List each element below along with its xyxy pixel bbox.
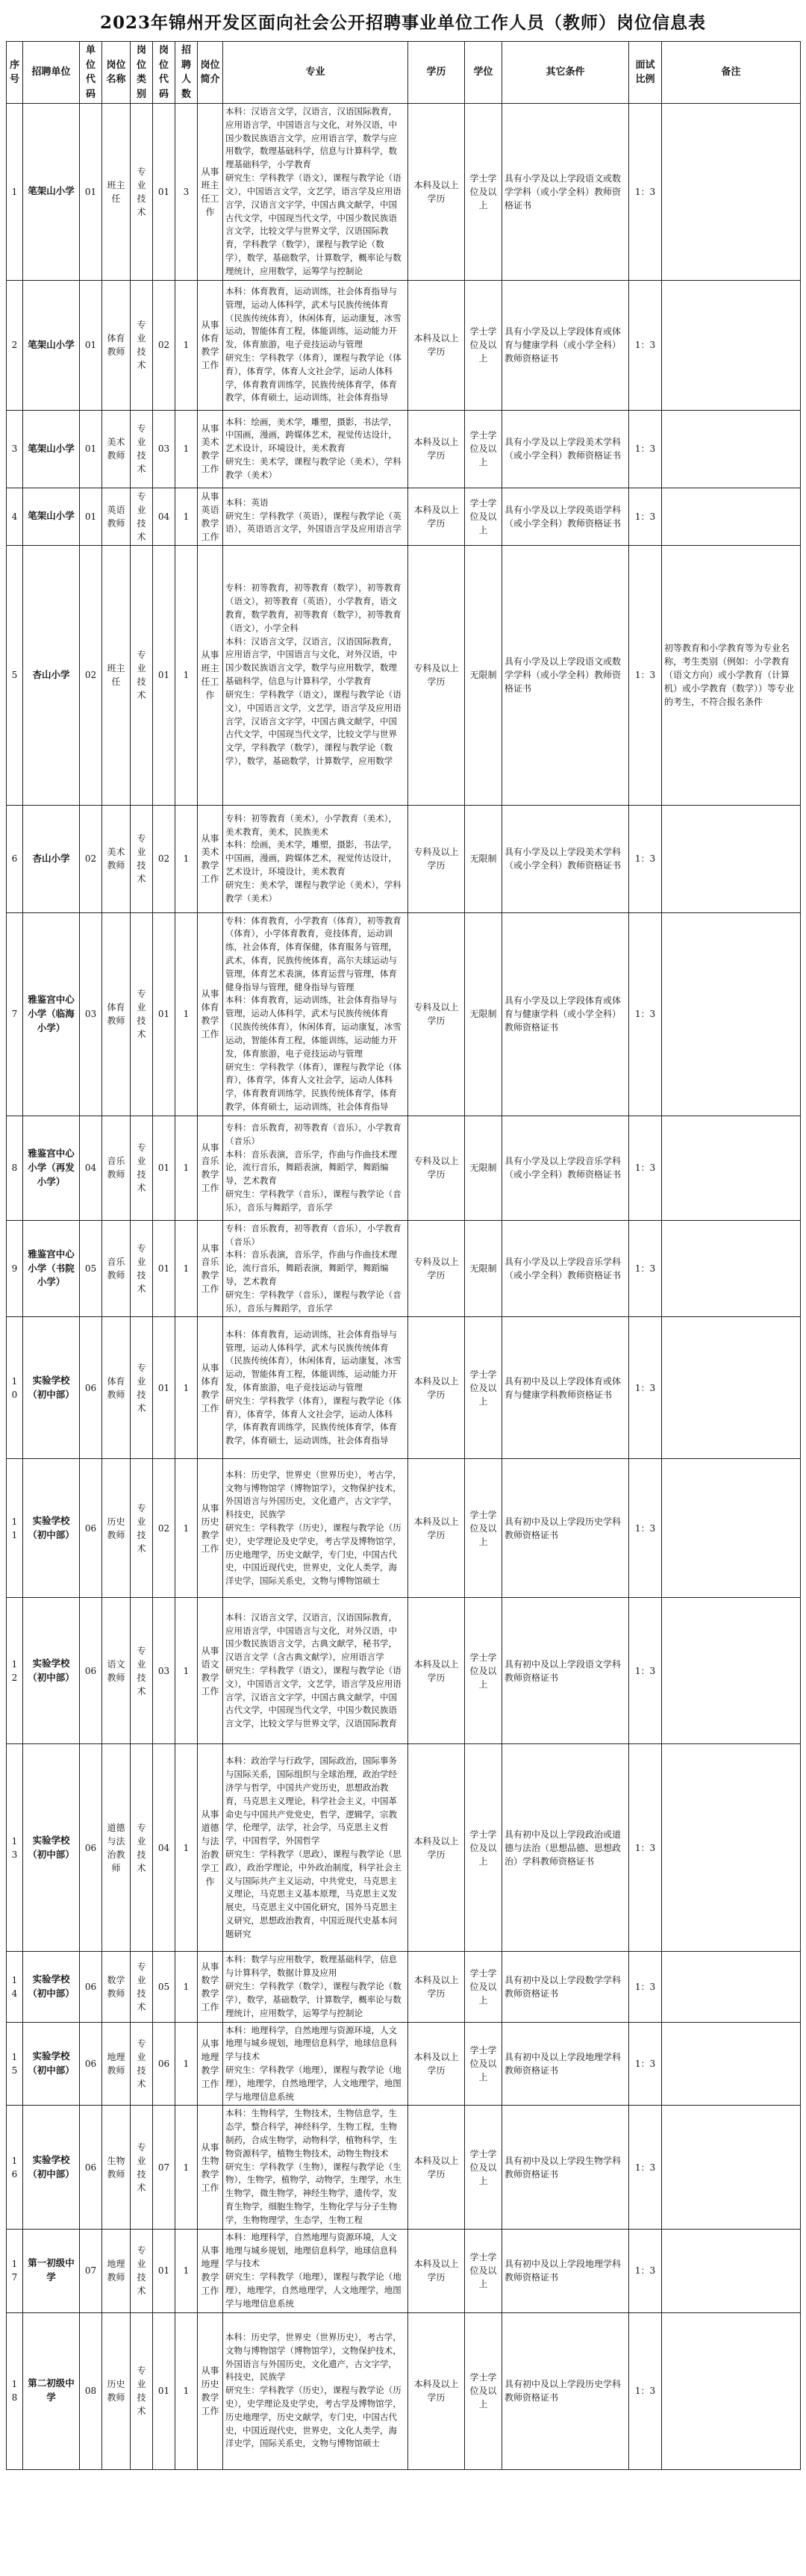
cell-major: 本科：政治学与行政学，国际政治，国际事务与国际关系，国际组织与全球治理，政治学经济学与哲学，中国共产党历史，思想政治教育，马克思主义理论，科学社会主义，中国革命史与中国共产党党史，哲学，逻辑学，宗教学，伦理学，法学，社会学，马克思主义哲学，中国哲学，外国哲学 研究生：学科教学（思政），课程与教学论（思政），政治学理论，中外政治制度，科学社会主义与国际共产主义运动，中共党史，马克思主义理论，马克思主义基本原理，马克思主义发展史，马克思主义中国化研究，国外马克思主义研究，思想政治教育，中国近现代史基本问题研究 [223, 1744, 408, 1952]
cell-unit-code: 03 [80, 912, 102, 1116]
cell-major: 专科：初等教育（美术），小学教育（美术），美术教育，美术，民族美术 本科：绘画，美术学，雕塑，摄影，书法学，中国画，漫画，跨媒体艺术，视觉传达设计，艺术设计，环境设计，美术教育 研究生：美术学，课程与教学论（美术），学科教学（美术） [223, 805, 408, 912]
cell-unit-code: 06 [80, 1744, 102, 1952]
cell-remarks [662, 1744, 801, 1952]
cell-interview-ratio: 1：3 [629, 545, 662, 805]
cell-conditions: 具有初中及以上学段语文学科教师资格证书 [502, 1598, 629, 1744]
cell-post-category: 专业技术 [131, 104, 153, 281]
cell-degree: 无限制 [465, 545, 502, 805]
cell-unit: 杏山小学 [23, 805, 80, 912]
cell-education: 本科及以上学历 [408, 104, 465, 281]
cell-major: 本科：地理科学，自然地理与资源环境，人文地理与城乡规划，地理信息科学，地球信息科学与技术 研究生：学科教学（地理），课程与教学论（地理），地理学，自然地理学，人文地理学，地图学与地理信息系统 [223, 2022, 408, 2106]
cell-conditions: 具有小学及以上学段美术学科（或小学全科）教师资格证书 [502, 805, 629, 912]
cell-interview-ratio: 1：3 [629, 280, 662, 410]
cell-conditions: 具有小学及以上学段音乐学科（或小学全科）教师资格证书 [502, 1116, 629, 1220]
cell-degree: 无限制 [465, 805, 502, 912]
cell-post-code: 03 [153, 410, 175, 488]
cell-degree: 学士学位及以上 [465, 1598, 502, 1744]
cell-post-category: 专业技术 [131, 2106, 153, 2229]
cell-unit-code: 01 [80, 104, 102, 281]
cell-remarks [662, 104, 801, 281]
cell-education: 本科及以上学历 [408, 1598, 465, 1744]
cell-major: 专科：音乐教育，初等教育（音乐），小学教育（音乐） 本科：音乐表演，音乐学，作曲与作曲技术理论，流行音乐，舞蹈表演，舞蹈学，舞蹈编导，艺术教育 研究生：学科教学（音乐），课程与教学论（音乐），音乐与舞蹈学，音乐学 [223, 1116, 408, 1220]
cell-post-code: 05 [153, 1952, 175, 2022]
cell-index: 12 [7, 1598, 23, 1744]
column-header: 序号 [7, 42, 23, 104]
cell-interview-ratio: 1：3 [629, 1952, 662, 2022]
table-row [7, 1116, 801, 1220]
cell-post-code: 03 [153, 1598, 175, 1744]
column-header: 面试比例 [629, 42, 662, 104]
cell-education: 专科及以上学历 [408, 545, 465, 805]
cell-unit: 杏山小学 [23, 545, 80, 805]
cell-post-name: 美术教师 [102, 805, 131, 912]
cell-education: 本科及以上学历 [408, 1952, 465, 2022]
cell-major: 本科：体育教育，运动训练，社会体育指导与管理，运动人体科学，武术与民族传统体育（民族传统体育），休闲体育，运动康复，冰雪运动，智能体育工程，体能训练，运动能力开发，体育旅游，电子竞技运动与管理 研究生：学科教学（体育），课程与教学论（体育），体育学，体育人文社会学，运动人体科学，体育教育训练学，民族传统体育学，体育教学，体育硕士，运动训练，社会体育指导 [223, 1317, 408, 1459]
cell-index: 1 [7, 104, 23, 281]
cell-post-name: 班主任 [102, 104, 131, 281]
cell-remarks [662, 805, 801, 912]
cell-major: 本科：历史学，世界史（世界历史），考古学，文物与博物馆学（博物馆学），文物保护技术，外国语言与外国历史，文化遗产，古文字学，科技史，民族学 研究生：学科教学（历史），课程与教学论（历史），史学理论及史学史，考古学及博物馆学，历史地理学，历史文献学，专门史，中国古代史，中国近现代史，世界史，文化人类学，海洋史学，国际关系史，文物与博物馆硕士 [223, 2312, 408, 2469]
cell-post-intro: 从事班主任工作 [198, 104, 223, 281]
cell-post-category: 专业技术 [131, 2022, 153, 2106]
column-header: 单位代码 [80, 42, 102, 104]
cell-post-category: 专业技术 [131, 805, 153, 912]
cell-major: 专科：音乐教育，初等教育（音乐），小学教育（音乐） 本科：音乐表演，音乐学，作曲与作曲技术理论，流行音乐，舞蹈表演，舞蹈学，舞蹈编导，艺术教育 研究生：学科教学（音乐），课程与教学论（音乐），音乐与舞蹈学，音乐学 [223, 1220, 408, 1317]
table-row [7, 2022, 801, 2106]
cell-major: 专科：初等教育，初等教育（数学），初等教育（语文），初等教育（英语），小学教育，语文教育，数学教育，初等教育（数学），初等教育（语文），小学全科 本科：汉语言文学，汉语言，汉语国际教育，应用语言学，中国语言与文化，对外汉语，中国少数民族语言文学，数学与应用数学，数理基础科学，信息与计算科学，小学教育 研究生：学科教学（语文），课程与教学论（语文），中国语言文学，文艺学，语言学及应用语言学，汉语言文字学，中国古典文献学，中国古代文学，中国现当代文学，比较文学与世界文学，学科教学（数学），课程与教学论（数学），数学，基础数学，计算数学，应用数学 [223, 545, 408, 805]
cell-conditions: 具有初中及以上学段地理学科教师资格证书 [502, 2022, 629, 2106]
cell-conditions: 具有小学及以上学段体育或体育与健康学科（或小学全科）教师资格证书 [502, 912, 629, 1116]
cell-remarks [662, 1598, 801, 1744]
cell-post-intro: 从事生物教学工作 [198, 2106, 223, 2229]
cell-conditions: 具有小学及以上学段语文或数学学科（或小学全科）教师资格证书 [502, 104, 629, 281]
cell-post-category: 专业技术 [131, 280, 153, 410]
cell-post-code: 01 [153, 2312, 175, 2469]
cell-headcount: 1 [175, 1598, 198, 1744]
cell-index: 6 [7, 805, 23, 912]
cell-post-code: 04 [153, 488, 175, 545]
cell-degree: 无限制 [465, 1220, 502, 1317]
cell-post-intro: 从事体育教学工作 [198, 912, 223, 1116]
cell-degree: 学士学位及以上 [465, 1744, 502, 1952]
cell-education: 本科及以上学历 [408, 1317, 465, 1459]
cell-major: 本科：汉语言文学，汉语言，汉语国际教育，应用语言学，中国语言与文化，对外汉语，中国少数民族语言文学，应用语言学，数学与应用数学，数理基础科学，信息与计算科学，数理基础科学，小学教育 研究生：学科教学（语文），课程与教学论（语文），中国语言文学，文艺学，语言学及应用语言学，汉语言文字学，中国古典文献学，中国古代文学，中国现当代文学，中国少数民族语言文学，比较文学与世界文学，汉语国际教育，学科教学（数学），课程与教学论（数学），数学，基础数学，计算数学，概率论与数理统计，应用数学，运筹学与控制论 [223, 104, 408, 281]
cell-conditions: 具有小学及以上学段语文或数学学科（或小学全科）教师资格证书 [502, 545, 629, 805]
cell-headcount: 1 [175, 2312, 198, 2469]
cell-unit: 雅鉴宫中心小学（书院小学） [23, 1220, 80, 1317]
cell-conditions: 具有初中及以上学段地理学科教师资格证书 [502, 2229, 629, 2312]
cell-post-name: 英语教师 [102, 488, 131, 545]
cell-unit: 实验学校（初中部） [23, 1744, 80, 1952]
cell-unit-code: 07 [80, 2229, 102, 2312]
table-body [7, 104, 801, 2470]
cell-headcount: 1 [175, 912, 198, 1116]
cell-post-intro: 从事地理教学工作 [198, 2022, 223, 2106]
cell-headcount: 1 [175, 280, 198, 410]
cell-headcount: 1 [175, 1952, 198, 2022]
cell-headcount: 1 [175, 545, 198, 805]
cell-major: 本科：绘画，美术学，雕塑，摄影，书法学，中国画，漫画，跨媒体艺术，视觉传达设计，艺术设计，环境设计，美术教育 研究生：美术学，课程与教学论（美术），学科教学（美术） [223, 410, 408, 488]
table-row [7, 1598, 801, 1744]
cell-post-code: 01 [153, 1116, 175, 1220]
cell-headcount: 1 [175, 1116, 198, 1220]
cell-interview-ratio: 1：3 [629, 2022, 662, 2106]
column-header: 学位 [465, 42, 502, 104]
cell-major: 本科：数学与应用数学，数理基础科学，信息与计算科学，数据计算及应用 研究生：学科教学（数学），课程与教学论（数学），数学，基础数学，计算数学，概率论与数理统计，应用数学，运筹学与控制论 [223, 1952, 408, 2022]
table-row [7, 1744, 801, 1952]
cell-post-code: 01 [153, 104, 175, 281]
cell-post-category: 专业技术 [131, 1116, 153, 1220]
cell-post-code: 01 [153, 1317, 175, 1459]
cell-remarks [662, 1952, 801, 2022]
cell-major: 本科：英语 研究生：学科教学（英语），课程与教学论（英语），英语语言文学，外国语言学及应用语言学 [223, 488, 408, 545]
cell-post-intro: 从事音乐教学工作 [198, 1116, 223, 1220]
cell-conditions: 具有初中及以上学段政治或道德与法治（思想品德、思想政治）学科教师资格证书 [502, 1744, 629, 1952]
cell-conditions: 具有初中及以上学段生物学科教师资格证书 [502, 2106, 629, 2229]
cell-index: 9 [7, 1220, 23, 1317]
cell-interview-ratio: 1：3 [629, 410, 662, 488]
cell-headcount: 1 [175, 2022, 198, 2106]
cell-index: 4 [7, 488, 23, 545]
recruitment-table [6, 41, 801, 2470]
cell-remarks [662, 2106, 801, 2229]
cell-interview-ratio: 1：3 [629, 1459, 662, 1598]
cell-post-intro: 从事体育教学工作 [198, 280, 223, 410]
cell-post-category: 专业技术 [131, 2229, 153, 2312]
column-header: 岗位简介 [198, 42, 223, 104]
cell-unit: 第一初级中学 [23, 2229, 80, 2312]
cell-unit: 笔架山小学 [23, 410, 80, 488]
cell-post-name: 地理教师 [102, 2022, 131, 2106]
cell-post-intro: 从事地理教学工作 [198, 2229, 223, 2312]
column-header: 其它条件 [502, 42, 629, 104]
cell-education: 专科及以上学历 [408, 805, 465, 912]
table-row [7, 1459, 801, 1598]
cell-conditions: 具有初中及以上学段历史学科教师资格证书 [502, 2312, 629, 2469]
table-row [7, 912, 801, 1116]
column-header: 学历 [408, 42, 465, 104]
table-row [7, 545, 801, 805]
cell-interview-ratio: 1：3 [629, 1317, 662, 1459]
table-row [7, 1220, 801, 1317]
table-header-row [7, 42, 801, 104]
cell-education: 专科及以上学历 [408, 912, 465, 1116]
cell-unit: 实验学校（初中部） [23, 1952, 80, 2022]
cell-interview-ratio: 1：3 [629, 1220, 662, 1317]
cell-post-code: 04 [153, 1744, 175, 1952]
cell-remarks [662, 1317, 801, 1459]
cell-unit-code: 04 [80, 1116, 102, 1220]
cell-interview-ratio: 1：3 [629, 2229, 662, 2312]
cell-post-code: 06 [153, 2022, 175, 2106]
cell-conditions: 具有初中及以上学段数学学科教师资格证书 [502, 1952, 629, 2022]
cell-education: 本科及以上学历 [408, 2106, 465, 2229]
cell-headcount: 1 [175, 410, 198, 488]
cell-remarks [662, 2022, 801, 2106]
column-header: 专业 [223, 42, 408, 104]
cell-unit: 实验学校（初中部） [23, 2106, 80, 2229]
cell-index: 3 [7, 410, 23, 488]
cell-post-category: 专业技术 [131, 1220, 153, 1317]
cell-index: 5 [7, 545, 23, 805]
cell-education: 本科及以上学历 [408, 410, 465, 488]
table-row [7, 1952, 801, 2022]
cell-post-intro: 从事语文教学工作 [198, 1598, 223, 1744]
cell-degree: 学士学位及以上 [465, 2229, 502, 2312]
cell-unit: 笔架山小学 [23, 104, 80, 281]
cell-unit: 实验学校（初中部） [23, 2022, 80, 2106]
table-row [7, 280, 801, 410]
cell-post-category: 专业技术 [131, 410, 153, 488]
cell-education: 本科及以上学历 [408, 2229, 465, 2312]
cell-post-intro: 从事道德与法治教学工作 [198, 1744, 223, 1952]
cell-index: 11 [7, 1459, 23, 1598]
table-row [7, 805, 801, 912]
cell-post-name: 历史教师 [102, 1459, 131, 1598]
cell-remarks: 初等教育和小学教育等为专业名称，考生类别（例如：小学教育（语文方向）或小学教育（计算机）或小学教育（数学））等专业的考生，不符合报名条件 [662, 545, 801, 805]
cell-post-intro: 从事班主任工作 [198, 545, 223, 805]
cell-post-name: 音乐教师 [102, 1220, 131, 1317]
cell-unit-code: 01 [80, 410, 102, 488]
cell-major: 专科：体育教育，小学教育（体育），初等教育（体育），小学体育教育，竞技体育，运动训练，社会体育，体育保健，体育服务与管理，武术，体育，民族传统体育，高尔夫球运动与管理，体育艺术表演，体育运营与管理，体育健身指导与管理，健身指导与管理 本科：体育教育，运动训练，社会体育指导与管理，运动人体科学，武术与民族传统体育（民族传统体育），休闲体育，运动康复，冰雪运动，智能体育工程，体能训练，运动能力开发，体育旅游，电子竞技运动与管理 研究生：学科教学（体育），课程与教学论（体育），体育学，体育人文社会学，运动人体科学，体育教育训练学，民族传统体育学，体育教学，体育硕士，运动训练，社会体育指导 [223, 912, 408, 1116]
cell-unit-code: 06 [80, 1952, 102, 2022]
cell-headcount: 3 [175, 104, 198, 281]
cell-index: 13 [7, 1744, 23, 1952]
cell-remarks [662, 410, 801, 488]
cell-education: 专科及以上学历 [408, 1116, 465, 1220]
cell-degree: 无限制 [465, 912, 502, 1116]
cell-post-intro: 从事美术教学工作 [198, 410, 223, 488]
cell-post-category: 专业技术 [131, 2312, 153, 2469]
table-row [7, 410, 801, 488]
cell-post-name: 美术教师 [102, 410, 131, 488]
cell-interview-ratio: 1：3 [629, 104, 662, 281]
cell-interview-ratio: 1：3 [629, 805, 662, 912]
cell-headcount: 1 [175, 488, 198, 545]
cell-remarks [662, 2312, 801, 2469]
cell-major: 本科：体育教育，运动训练，社会体育指导与管理，运动人体科学，武术与民族传统体育（民族传统体育），休闲体育，运动康复，冰雪运动，智能体育工程，体能训练，运动能力开发，体育旅游，电子竞技运动与管理 研究生：学科教学（体育），课程与教学论（体育），体育学，体育人文社会学，运动人体科学，体育教育训练学，民族传统体育学，体育教学，体育硕士，运动训练，社会体育指导 [223, 280, 408, 410]
cell-post-code: 07 [153, 2106, 175, 2229]
cell-remarks [662, 280, 801, 410]
column-header: 招聘人数 [175, 42, 198, 104]
cell-unit: 实验学校（初中部） [23, 1459, 80, 1598]
cell-conditions: 具有小学及以上学段音乐学科（或小学全科）教师资格证书 [502, 1220, 629, 1317]
cell-index: 17 [7, 2229, 23, 2312]
cell-unit-code: 06 [80, 2022, 102, 2106]
cell-interview-ratio: 1：3 [629, 1116, 662, 1220]
cell-remarks [662, 1116, 801, 1220]
cell-post-name: 数学教师 [102, 1952, 131, 2022]
cell-unit-code: 06 [80, 1317, 102, 1459]
cell-remarks [662, 1220, 801, 1317]
cell-headcount: 1 [175, 1317, 198, 1459]
cell-post-code: 02 [153, 805, 175, 912]
cell-unit: 实验学校（初中部） [23, 1598, 80, 1744]
cell-headcount: 1 [175, 1744, 198, 1952]
document-page [6, 0, 800, 2470]
cell-unit-code: 02 [80, 805, 102, 912]
cell-post-category: 专业技术 [131, 1598, 153, 1744]
cell-headcount: 1 [175, 805, 198, 912]
table-row [7, 2312, 801, 2469]
cell-post-intro: 从事体育教学工作 [198, 1317, 223, 1459]
cell-post-name: 地理教师 [102, 2229, 131, 2312]
cell-education: 本科及以上学历 [408, 280, 465, 410]
cell-degree: 学士学位及以上 [465, 1952, 502, 2022]
cell-education: 专科及以上学历 [408, 1220, 465, 1317]
column-header: 岗位类别 [131, 42, 153, 104]
cell-unit: 雅鉴宫中心小学（再发小学） [23, 1116, 80, 1220]
cell-unit: 笔架山小学 [23, 280, 80, 410]
cell-post-intro: 从事数学教学工作 [198, 1952, 223, 2022]
cell-conditions: 具有初中及以上学段历史学科教师资格证书 [502, 1459, 629, 1598]
cell-major: 本科：地理科学，自然地理与资源环境，人文地理与城乡规划，地理信息科学，地球信息科学与技术 研究生：学科教学（地理），课程与教学论（地理），地理学，自然地理学，人文地理学，地图学与地理信息系统 [223, 2229, 408, 2312]
cell-post-category: 专业技术 [131, 488, 153, 545]
cell-interview-ratio: 1：3 [629, 2106, 662, 2229]
table-row [7, 2106, 801, 2229]
cell-degree: 无限制 [465, 1116, 502, 1220]
table-row [7, 2229, 801, 2312]
cell-degree: 学士学位及以上 [465, 410, 502, 488]
cell-post-name: 语文教师 [102, 1598, 131, 1744]
cell-unit-code: 06 [80, 1598, 102, 1744]
cell-education: 本科及以上学历 [408, 1744, 465, 1952]
cell-unit: 第二初级中学 [23, 2312, 80, 2469]
cell-post-name: 音乐教师 [102, 1116, 131, 1220]
cell-degree: 学士学位及以上 [465, 488, 502, 545]
table-row [7, 104, 801, 281]
cell-degree: 学士学位及以上 [465, 104, 502, 281]
cell-degree: 学士学位及以上 [465, 280, 502, 410]
cell-conditions: 具有小学及以上学段体育或体育与健康学科（或小学全科）教师资格证书 [502, 280, 629, 410]
cell-education: 本科及以上学历 [408, 488, 465, 545]
column-header: 岗位名称 [102, 42, 131, 104]
page-title: 2023年锦州开发区面向社会公开招聘事业单位工作人员（教师）岗位信息表 [99, 13, 706, 33]
cell-interview-ratio: 1：3 [629, 1744, 662, 1952]
cell-post-category: 专业技术 [131, 912, 153, 1116]
cell-interview-ratio: 1：3 [629, 488, 662, 545]
cell-degree: 学士学位及以上 [465, 2312, 502, 2469]
cell-post-name: 历史教师 [102, 2312, 131, 2469]
cell-degree: 学士学位及以上 [465, 2022, 502, 2106]
cell-index: 8 [7, 1116, 23, 1220]
cell-remarks [662, 1459, 801, 1598]
cell-headcount: 1 [175, 2106, 198, 2229]
cell-major: 本科：生物科学，生物技术，生物信息学，生态学，整合科学，神经科学，生物工程，生物制药，合成生物学，动物科学，植物科学，生物资源科学，植物生物技术，动物生物技术 研究生：学科教学（生物），课程与教学论（生物），生物学，植物学，动物学，生理学，水生生物学，微生物学，神经生物学，遗传学，发育生物学，细胞生物学，生物化学与分子生物学，生物物理学，生态学，生物工程 [223, 2106, 408, 2229]
cell-index: 18 [7, 2312, 23, 2469]
cell-unit-code: 05 [80, 1220, 102, 1317]
cell-post-category: 专业技术 [131, 545, 153, 805]
cell-post-name: 体育教师 [102, 1317, 131, 1459]
cell-interview-ratio: 1：3 [629, 2312, 662, 2469]
cell-headcount: 1 [175, 1459, 198, 1598]
cell-post-intro: 从事英语教学工作 [198, 488, 223, 545]
cell-remarks [662, 2229, 801, 2312]
cell-post-intro: 从事音乐教学工作 [198, 1220, 223, 1317]
cell-index: 2 [7, 280, 23, 410]
cell-index: 15 [7, 2022, 23, 2106]
cell-index: 16 [7, 2106, 23, 2229]
cell-post-name: 体育教师 [102, 912, 131, 1116]
cell-unit-code: 08 [80, 2312, 102, 2469]
cell-major: 本科：汉语言文学，汉语言，汉语国际教育，应用语言学，中国语言与文化，对外汉语，中国少数民族语言文学，古典文献学，秘书学，汉语言文学（含古典文献学），应用语言学 研究生：学科教学（语文），课程与教学论（语文），中国语言文学，文艺学，语言学及应用语言学，汉语言文字学，中国古典文献学，中国古代文学，中国现当代文学，中国少数民族语言文学，比较文学与世界文学，汉语国际教育 [223, 1598, 408, 1744]
cell-post-intro: 从事历史教学工作 [198, 2312, 223, 2469]
cell-unit-code: 02 [80, 545, 102, 805]
cell-post-name: 班主任 [102, 545, 131, 805]
cell-post-code: 02 [153, 280, 175, 410]
table-row [7, 488, 801, 545]
cell-degree: 学士学位及以上 [465, 2106, 502, 2229]
cell-unit: 雅鉴宫中心小学（临海小学） [23, 912, 80, 1116]
cell-post-intro: 从事历史教学工作 [198, 1459, 223, 1598]
cell-education: 本科及以上学历 [408, 2022, 465, 2106]
cell-unit-code: 06 [80, 1459, 102, 1598]
cell-conditions: 具有初中及以上学段体育或体育与健康学科教师资格证书 [502, 1317, 629, 1459]
column-header: 招聘单位 [23, 42, 80, 104]
cell-unit-code: 01 [80, 280, 102, 410]
cell-post-category: 专业技术 [131, 1952, 153, 2022]
cell-education: 本科及以上学历 [408, 1459, 465, 1598]
cell-post-category: 专业技术 [131, 1459, 153, 1598]
cell-post-code: 01 [153, 1220, 175, 1317]
cell-index: 7 [7, 912, 23, 1116]
cell-remarks [662, 912, 801, 1116]
cell-interview-ratio: 1：3 [629, 912, 662, 1116]
cell-major: 本科：历史学，世界史（世界历史），考古学，文物与博物馆学（博物馆学），文物保护技术，外国语言与外国历史，文化遗产，古文字学，科技史，民族学 研究生：学科教学（历史），课程与教学论（历史），史学理论及史学史，考古学及博物馆学，历史地理学，历史文献学，专门史，中国古代史，中国近现代史，世界史，文化人类学，海洋史学，国际关系史，文物与博物馆硕士 [223, 1459, 408, 1598]
cell-unit-code: 06 [80, 2106, 102, 2229]
cell-post-category: 专业技术 [131, 1744, 153, 1952]
cell-education: 本科及以上学历 [408, 2312, 465, 2469]
cell-unit-code: 01 [80, 488, 102, 545]
cell-headcount: 1 [175, 2229, 198, 2312]
cell-headcount: 1 [175, 1220, 198, 1317]
cell-degree: 学士学位及以上 [465, 1459, 502, 1598]
cell-index: 10 [7, 1317, 23, 1459]
column-header: 备注 [662, 42, 801, 104]
cell-post-code: 01 [153, 545, 175, 805]
cell-post-code: 01 [153, 912, 175, 1116]
cell-post-intro: 从事美术教学工作 [198, 805, 223, 912]
cell-conditions: 具有小学及以上学段美术学科（或小学全科）教师资格证书 [502, 410, 629, 488]
cell-post-name: 生物教师 [102, 2106, 131, 2229]
cell-conditions: 具有小学及以上学段英语学科（或小学全科）教师资格证书 [502, 488, 629, 545]
cell-post-name: 道德与法治教师 [102, 1744, 131, 1952]
column-header: 岗位代码 [153, 42, 175, 104]
cell-post-code: 01 [153, 2229, 175, 2312]
cell-post-name: 体育教师 [102, 280, 131, 410]
cell-remarks [662, 488, 801, 545]
table-row [7, 1317, 801, 1459]
cell-post-category: 专业技术 [131, 1317, 153, 1459]
cell-index: 14 [7, 1952, 23, 2022]
cell-post-code: 02 [153, 1459, 175, 1598]
cell-unit: 实验学校（初中部） [23, 1317, 80, 1459]
cell-interview-ratio: 1：3 [629, 1598, 662, 1744]
cell-unit: 笔架山小学 [23, 488, 80, 545]
cell-degree: 学士学位及以上 [465, 1317, 502, 1459]
